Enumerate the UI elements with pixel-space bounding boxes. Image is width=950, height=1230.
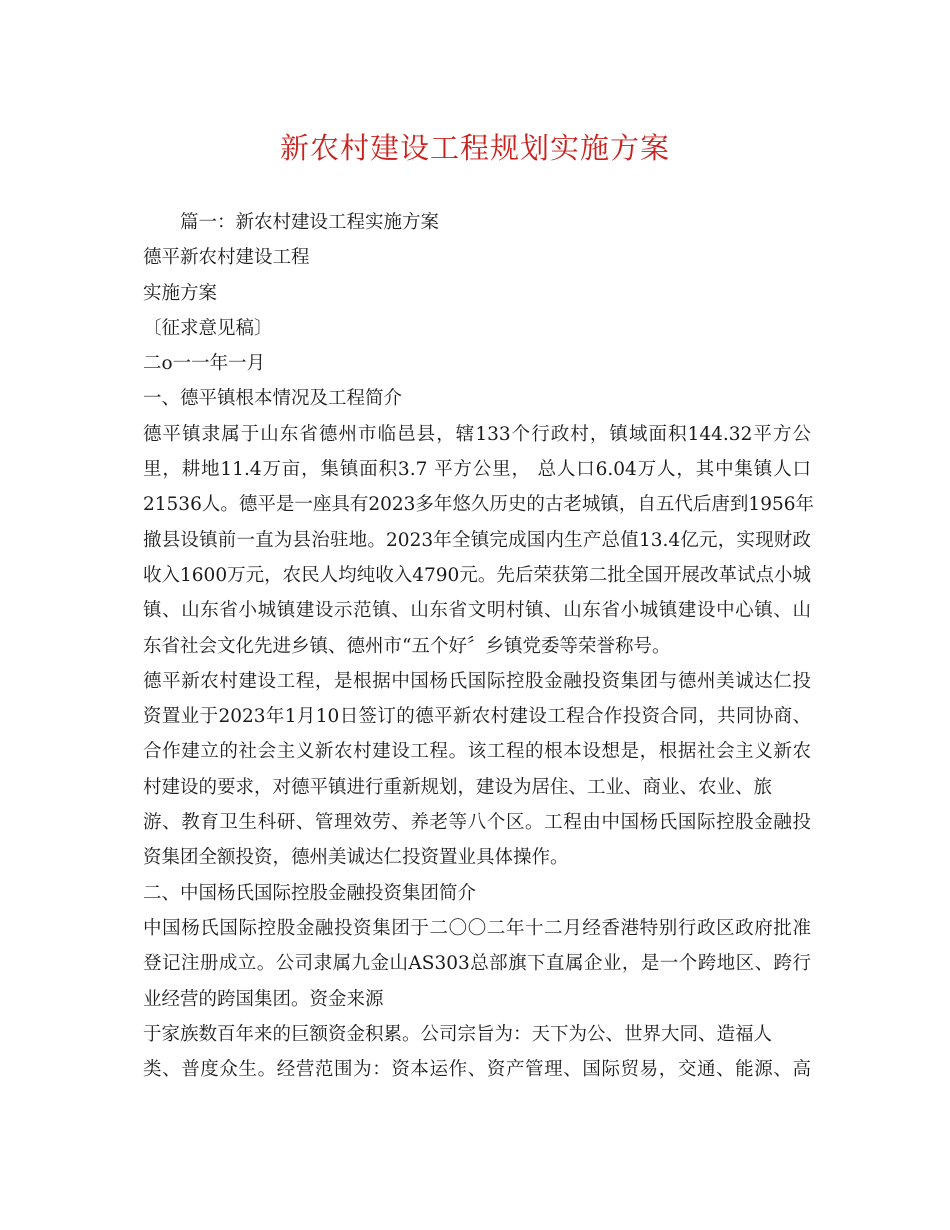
paragraph-line: 镇、山东省小城镇建设示范镇、山东省文明村镇、山东省小城镇建设中心镇、山 bbox=[143, 600, 811, 622]
document-type: 实施方案 bbox=[143, 282, 218, 304]
paragraph-line: 登记注册成立。公司隶属九金山AS303总部旗下直属企业，是一个跨地区、跨行 bbox=[143, 953, 811, 975]
section-heading-part-one: 篇一：新农村建设工程实施方案 bbox=[180, 212, 440, 233]
paragraph-line: 于家族数百年来的巨额资金积累。公司宗旨为：天下为公、世界大同、造福人 bbox=[143, 1023, 773, 1045]
section-heading-1: 一、德平镇根本情况及工程简介 bbox=[143, 388, 403, 410]
section-heading-2: 二、中国杨氏国际控股金融投资集团简介 bbox=[143, 882, 477, 904]
paragraph-line: 资置业于2023年1月10日签订的德平新农村建设工程合作投资合同，共同协商、 bbox=[143, 706, 811, 728]
document-title: 新农村建设工程规划实施方案 bbox=[279, 131, 670, 165]
paragraph-line: 中国杨氏国际控股金融投资集团于二〇〇二年十二月经香港特别行政区政府批准 bbox=[143, 917, 811, 939]
paragraph-line: 合作建立的社会主义新农村建设工程。该工程的根本设想是，根据社会主义新农 bbox=[143, 741, 811, 763]
paragraph-line: 游、教育卫生科研、管理效劳、养老等八个区。工程由中国杨氏国际控股金融投 bbox=[143, 812, 811, 834]
draft-note: 〔征求意见稿〕 bbox=[143, 317, 273, 339]
paragraph-line: 资集团全额投资，德州美诚达仁投资置业具体操作。 bbox=[143, 847, 569, 869]
paragraph-line: 收入1600万元，农民人均纯收入4790元。先后荣获第二批全国开展改革试点小城 bbox=[143, 564, 811, 586]
paragraph-line: 里，耕地11.4万亩，集镇面积3.7 平方公里， 总人口6.04万人，其中集镇人口 bbox=[143, 459, 811, 481]
project-name: 德平新农村建设工程 bbox=[143, 247, 310, 269]
paragraph-line: 撤县设镇前一直为县治驻地。2023年全镇完成国内生产总值13.4亿元，实现财政 bbox=[143, 529, 811, 551]
document-date: 二o一一年一月 bbox=[143, 353, 266, 375]
paragraph-line: 德平镇隶属于山东省德州市临邑县，辖133个行政村，镇域面积144.32平方公 bbox=[143, 423, 811, 445]
document-body bbox=[143, 205, 815, 1087]
paragraph-line: 德平新农村建设工程，是根据中国杨氏国际控股金融投资集团与德州美诚达仁投 bbox=[143, 670, 811, 692]
paragraph-line: 业经营的跨国集团。资金来源 bbox=[143, 988, 384, 1010]
paragraph-line: 21536人。德平是一座具有2023多年悠久历史的古老城镇，自五代后唐到1956年 bbox=[143, 494, 815, 516]
paragraph-line: 类、普度众生。经营范围为：资本运作、资产管理、国际贸易，交通、能源、高 bbox=[143, 1059, 811, 1081]
paragraph-line: 村建设的要求，对德平镇进行重新规划，建设为居住、工业、商业、农业、旅 bbox=[143, 776, 773, 798]
paragraph-line: 东省社会文化先进乡镇、德州市“五个好〞乡镇党委等荣誉称号。 bbox=[143, 635, 671, 657]
